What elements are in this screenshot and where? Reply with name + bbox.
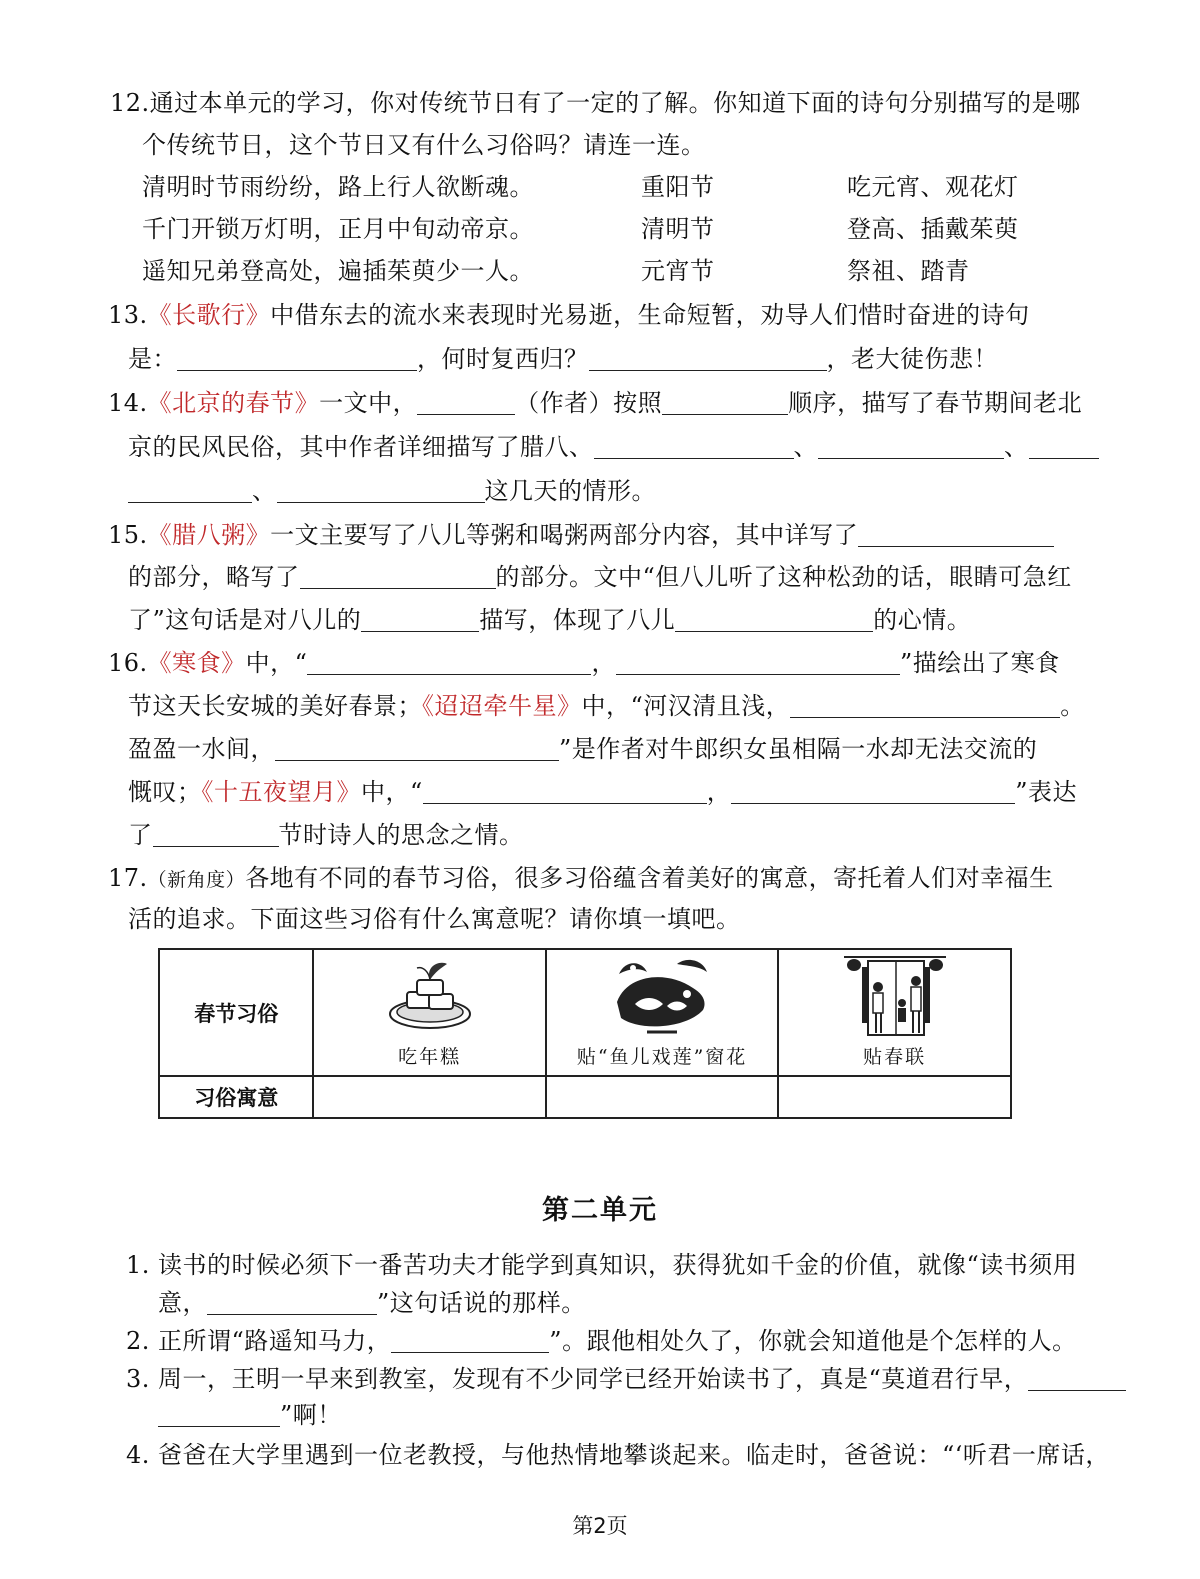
unit2-q3-line-1 [126, 1362, 1126, 1396]
q16-line-5 [128, 818, 524, 852]
q16-blank-6[interactable] [731, 777, 1015, 804]
q14-line-2 [128, 430, 1099, 464]
family-door-couplets-icon [840, 953, 950, 1039]
q16-blank-2[interactable] [616, 648, 900, 675]
q16-blank-festival[interactable] [153, 820, 279, 847]
meaning-cell-window-paper[interactable] [546, 1076, 779, 1118]
q16-text-6: ”是作者对牛郎织女虽相隔一水却无法交流的 [559, 735, 1038, 763]
q16-text-5: 盈盈一水间， [128, 735, 275, 763]
q17-tag: （新角度） [147, 869, 246, 891]
q16-period: 。 [1060, 692, 1085, 720]
table-row-customs [159, 949, 1011, 1076]
q16-comma-2: ， [706, 778, 732, 806]
custom-cell-niangao [313, 949, 545, 1076]
niangao-image [314, 950, 544, 1042]
q12-custom-3: 祭祖、踏青 [847, 257, 970, 285]
q16-text-3: 节这天长安城的美好春景； [128, 692, 422, 720]
q15-line-2 [128, 560, 1072, 594]
q16-blank-3[interactable] [790, 691, 1060, 718]
q16-blank-5[interactable] [423, 777, 707, 804]
q13-text-1: 中借东去的流水来表现时光易逝，生命短暂，劝导人们惜时奋进的诗句 [270, 301, 1030, 329]
q17-line-1 [108, 861, 1054, 897]
fish-lotus-papercut-icon [607, 954, 717, 1038]
q12-poem-1: 清明时节雨纷纷，路上行人欲断魂。 [142, 173, 534, 201]
table-header-customs: 春节习俗 [159, 949, 313, 1076]
q16-text-4: 中，“河汉清且浅， [581, 692, 791, 720]
q14-sep-2: 、 [1004, 433, 1029, 461]
q16-line-2 [128, 689, 1085, 723]
q14-blank-author[interactable] [417, 388, 515, 415]
q13-poem-title: 《长歌行》 [147, 301, 271, 329]
custom-cell-window-paper [546, 949, 779, 1076]
q14-sep-1: 、 [793, 433, 818, 461]
unit-2-title: 第二单元 [542, 1195, 658, 1226]
q14-sep-3: 、 [252, 477, 277, 505]
unit2-q4-line-1: 4. 爸爸在大学里遇到一位老教授，与他热情地攀谈起来。临走时，爸爸说：“‘听君一席话， [126, 1441, 1110, 1469]
page-number: 第2页 [572, 1514, 628, 1538]
q12-line-1: 12.通过本单元的学习，你对传统节日有了一定的了解。你知道下面的诗句分别描写的是哪 [110, 89, 1081, 117]
q15-blank-description[interactable] [361, 605, 479, 632]
niangao-plate-icon [385, 956, 475, 1036]
unit2-q1-line-1: 1. 读书的时候必须下一番苦功夫才能学到真知识，获得犹如千金的价值，就像“读书须用 [126, 1251, 1078, 1279]
q14-text-3: 顺序，描写了春节期间老北 [788, 389, 1083, 417]
q14-blank-day-4[interactable] [128, 476, 252, 503]
q15-line-1 [108, 518, 1054, 552]
q16-text-10: 了 [128, 821, 153, 849]
q13-line-1 [108, 298, 1030, 332]
unit2-q3-blank-part-2[interactable] [158, 1400, 280, 1427]
unit2-q3-text-1: 3. 周一，王明一早来到教室，发现有不少同学已经开始读书了，真是“莫道君行早， [126, 1365, 1029, 1393]
q14-text-2: （作者）按照 [515, 389, 663, 417]
unit2-q1-line-2 [158, 1286, 586, 1320]
q16-blank-4[interactable] [275, 734, 559, 761]
q12-poem-2: 千门开锁万灯明，正月中旬动帝京。 [142, 215, 534, 243]
q16-text-11: 节时诗人的思念之情。 [278, 821, 524, 849]
q17-number: 17. [108, 864, 148, 892]
q16-poem-title-1: 《寒食》 [147, 649, 246, 677]
q14-essay-title: 《北京的春节》 [147, 389, 320, 417]
q16-text-9: ”表达 [1015, 778, 1078, 806]
q13-number: 13. [108, 301, 148, 329]
custom-label-window-paper: 贴“鱼儿戏莲”窗花 [576, 1046, 748, 1068]
q16-number: 16. [108, 649, 148, 677]
q13-blank-2[interactable] [589, 344, 827, 371]
q12-line-2: 个传统节日，这个节日又有什么习俗吗？请连一连。 [142, 131, 706, 159]
unit2-q3-line-2 [158, 1398, 342, 1432]
q15-blank-mood[interactable] [675, 605, 873, 632]
q14-blank-day-2[interactable] [818, 432, 1004, 459]
unit2-q1-text-2: ”这句话说的那样。 [377, 1289, 586, 1317]
meaning-cell-niangao[interactable] [313, 1076, 545, 1118]
q16-blank-1[interactable] [307, 648, 591, 675]
q14-text-1: 一文中， [319, 389, 418, 417]
q12-custom-1: 吃元宵、观花灯 [847, 173, 1019, 201]
q15-blank-detailed[interactable] [858, 520, 1054, 547]
unit2-q3-blank-part-1[interactable] [1028, 1364, 1126, 1391]
q13-text-3: ，何时复西归？ [417, 345, 589, 373]
q14-blank-day-5[interactable] [277, 476, 485, 503]
q12-poem-3: 遥知兄弟登高处，遍插茱萸少一人。 [142, 257, 534, 285]
q15-text-2: 的部分，略写了 [128, 563, 300, 591]
q14-text-5: 这几天的情形。 [484, 477, 656, 505]
q15-blank-brief[interactable] [300, 562, 496, 589]
q17-text-1: 各地有不同的春节习俗，很多习俗蕴含着美好的寓意，寄托着人们对幸福生 [245, 864, 1054, 892]
q15-essay-title: 《腊八粥》 [147, 521, 271, 549]
q15-text-6: 的心情。 [873, 606, 972, 634]
q15-text-4: 了”这句话是对八儿的 [128, 606, 362, 634]
custom-label-couplets: 贴春联 [863, 1046, 927, 1068]
unit2-q2-text-2: ”。跟他相处久了，你就会知道他是个怎样的人。 [549, 1327, 1077, 1355]
q17-line-2: 活的追求。下面这些习俗有什么寓意呢？请你填一填吧。 [128, 905, 741, 933]
q16-text-8: 中，“ [361, 778, 423, 806]
q14-blank-day-1[interactable] [594, 432, 794, 459]
q13-line-2 [128, 342, 998, 376]
q12-festival-2: 清明节 [641, 215, 715, 243]
q15-number: 15. [108, 521, 148, 549]
q12-festival-1: 重阳节 [641, 173, 715, 201]
q16-text-1: 中，“ [245, 649, 308, 677]
q14-text-4: 京的民风民俗，其中作者详细描写了腊八、 [128, 433, 594, 461]
q12-festival-3: 元宵节 [641, 257, 715, 285]
q13-text-2: 是： [128, 345, 177, 373]
couplets-image [779, 950, 1010, 1042]
window-paper-image [547, 950, 778, 1042]
unit2-q3-text-2: ”啊！ [280, 1401, 342, 1429]
unit2-q1-blank[interactable] [207, 1288, 377, 1315]
q13-blank-1[interactable] [177, 344, 417, 371]
custom-label-niangao: 吃年糕 [398, 1046, 462, 1068]
q16-text-7: 慨叹； [128, 778, 202, 806]
unit2-q2-line [126, 1324, 1077, 1358]
table-header-meaning: 习俗寓意 [159, 1076, 313, 1118]
q15-text-1: 一文主要写了八儿等粥和喝粥两部分内容，其中详写了 [270, 521, 859, 549]
q14-line-3 [128, 474, 656, 508]
q14-line-1 [108, 386, 1082, 420]
q16-text-2: ”描绘出了寒食 [899, 649, 1060, 677]
q15-text-5: 描写，体现了八儿 [479, 606, 676, 634]
q16-poem-title-3: 《十五夜望月》 [201, 778, 361, 806]
q16-line-1 [108, 646, 1060, 680]
q14-blank-day-3[interactable] [1029, 432, 1099, 459]
q16-comma-1: ， [591, 649, 616, 677]
q12-custom-2: 登高、插戴茱萸 [847, 215, 1019, 243]
q13-text-4: ，老大徒伤悲！ [826, 345, 998, 373]
q15-text-3: 的部分。文中“但八儿听了这种松劲的话，眼睛可急红 [495, 563, 1072, 591]
custom-cell-couplets [778, 949, 1011, 1076]
unit2-q2-text-1: 2. 正所谓“路遥知马力， [126, 1327, 392, 1355]
q16-line-3 [128, 732, 1037, 766]
unit2-q2-blank[interactable] [391, 1326, 549, 1353]
q14-number: 14. [108, 389, 148, 417]
unit2-q1-text-1: 意， [158, 1289, 207, 1317]
q15-line-3 [128, 603, 971, 637]
table-row-meanings [159, 1076, 1011, 1118]
meaning-cell-couplets[interactable] [778, 1076, 1011, 1118]
q14-blank-order[interactable] [662, 388, 788, 415]
q16-poem-title-2: 《迢迢牵牛星》 [422, 692, 582, 720]
custom-meaning-table [158, 948, 1012, 1119]
q16-line-4 [128, 775, 1077, 809]
